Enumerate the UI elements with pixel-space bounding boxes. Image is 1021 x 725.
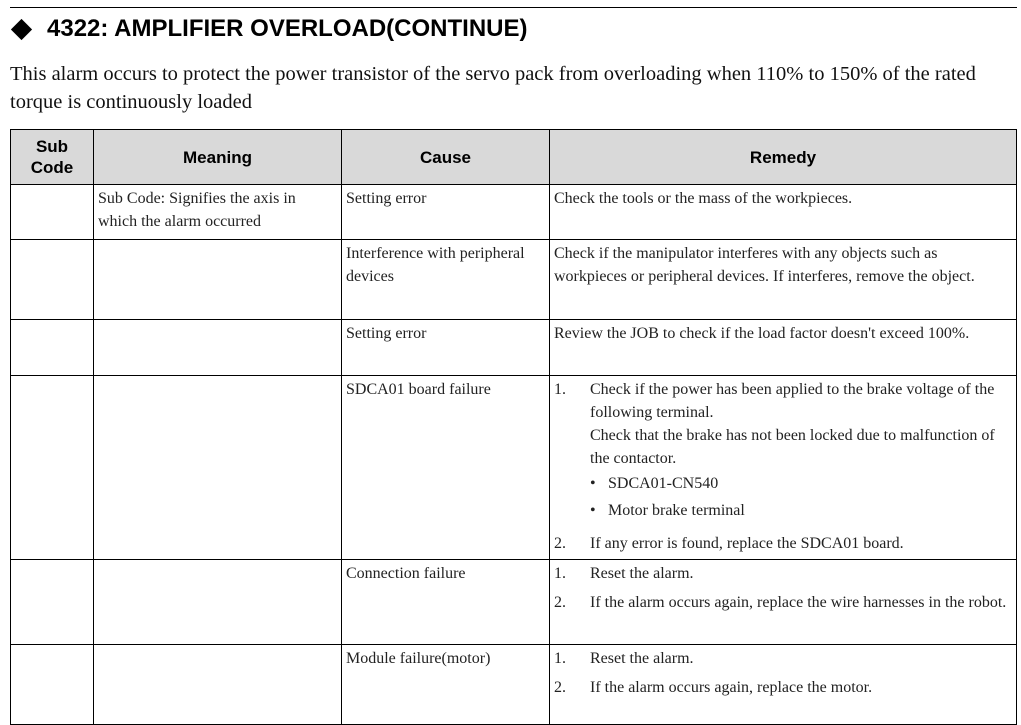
remedy-steps bbox=[554, 562, 1012, 614]
bullet-item bbox=[590, 499, 1012, 522]
step-text: Check if the power has been applied to the brake voltage of the following terminal. bbox=[590, 381, 995, 421]
step-text-secondary: Check that the brake has not been locked due to malfunction of the contactor. bbox=[590, 427, 995, 467]
remedy-step bbox=[554, 378, 1012, 526]
step-text: If the alarm occurs again, replace the wire harnesses in the robot. bbox=[590, 594, 1007, 611]
table-row bbox=[11, 185, 1017, 240]
step-number: 1. bbox=[554, 381, 566, 398]
table-row bbox=[11, 320, 1017, 376]
remedy-steps bbox=[554, 378, 1012, 555]
remedy-step bbox=[554, 591, 1012, 614]
remedy-step bbox=[554, 532, 1012, 555]
bullet-text: SDCA01-CN540 bbox=[608, 475, 719, 492]
remedy-cell: Review the JOB to check if the load factor doesn't exceed 100%. bbox=[550, 320, 1017, 376]
header-subcode: Sub Code bbox=[11, 130, 94, 185]
remedy-cell bbox=[550, 645, 1017, 725]
step-body bbox=[590, 378, 1012, 526]
subcode-cell bbox=[11, 320, 94, 376]
alarm-description: This alarm occurs to protect the power transistor of the servo pack from overloading when 110% to 150% of the rated torque is continuously loaded bbox=[10, 63, 976, 113]
cause-cell: Connection failure bbox=[342, 560, 550, 645]
bullet-item bbox=[590, 472, 1012, 495]
alarm-heading bbox=[10, 14, 527, 44]
cause-cell: SDCA01 board failure bbox=[342, 376, 550, 560]
remedy-cell: Check the tools or the mass of the workpieces. bbox=[550, 185, 1017, 240]
meaning-cell bbox=[94, 645, 342, 725]
subcode-cell bbox=[11, 240, 94, 320]
remedy-cell bbox=[550, 376, 1017, 560]
alarm-title: 4322: AMPLIFIER OVERLOAD(CONTINUE) bbox=[47, 15, 528, 42]
table-header-row bbox=[11, 130, 1017, 185]
step-number: 2. bbox=[554, 594, 566, 611]
header-remedy: Remedy bbox=[550, 130, 1017, 185]
meaning-cell bbox=[94, 376, 342, 560]
remedy-step bbox=[554, 676, 1012, 699]
alarm-table bbox=[10, 129, 1017, 725]
remedy-step bbox=[554, 647, 1012, 670]
subcode-cell bbox=[11, 645, 94, 725]
table-row bbox=[11, 240, 1017, 320]
top-rule bbox=[10, 7, 1017, 8]
table-row bbox=[11, 376, 1017, 560]
subcode-cell bbox=[11, 185, 94, 240]
step-number: 2. bbox=[554, 679, 566, 696]
cause-cell: Interference with peripheral devices bbox=[342, 240, 550, 320]
step-text: If the alarm occurs again, replace the motor. bbox=[590, 679, 873, 696]
header-cause: Cause bbox=[342, 130, 550, 185]
bullet-text: Motor brake terminal bbox=[608, 502, 745, 519]
meaning-cell bbox=[94, 240, 342, 320]
step-text: If any error is found, replace the SDCA01 board. bbox=[590, 535, 904, 552]
remedy-cell: Check if the manipulator interferes with any objects such as workpieces or peripheral devices. If interferes, remove the object. bbox=[550, 240, 1017, 320]
remedy-cell bbox=[550, 560, 1017, 645]
subcode-cell bbox=[11, 560, 94, 645]
cause-cell: Setting error bbox=[342, 320, 550, 376]
header-meaning: Meaning bbox=[94, 130, 342, 185]
cause-cell: Setting error bbox=[342, 185, 550, 240]
remedy-steps bbox=[554, 647, 1012, 699]
remedy-step bbox=[554, 562, 1012, 585]
subcode-cell bbox=[11, 376, 94, 560]
bullet-dot-icon: • bbox=[590, 502, 596, 519]
bullet-dot-icon: • bbox=[590, 475, 596, 492]
step-number: 2. bbox=[554, 535, 566, 552]
step-number: 1. bbox=[554, 565, 566, 582]
diamond-bullet-icon bbox=[11, 18, 32, 39]
cause-cell: Module failure(motor) bbox=[342, 645, 550, 725]
step-text: Reset the alarm. bbox=[590, 565, 694, 582]
meaning-cell bbox=[94, 560, 342, 645]
table-row bbox=[11, 645, 1017, 725]
meaning-cell: Sub Code: Signifies the axis in which the alarm occurred bbox=[94, 185, 342, 240]
meaning-cell bbox=[94, 320, 342, 376]
step-text: Reset the alarm. bbox=[590, 650, 694, 667]
step-number: 1. bbox=[554, 650, 566, 667]
table-row bbox=[11, 560, 1017, 645]
